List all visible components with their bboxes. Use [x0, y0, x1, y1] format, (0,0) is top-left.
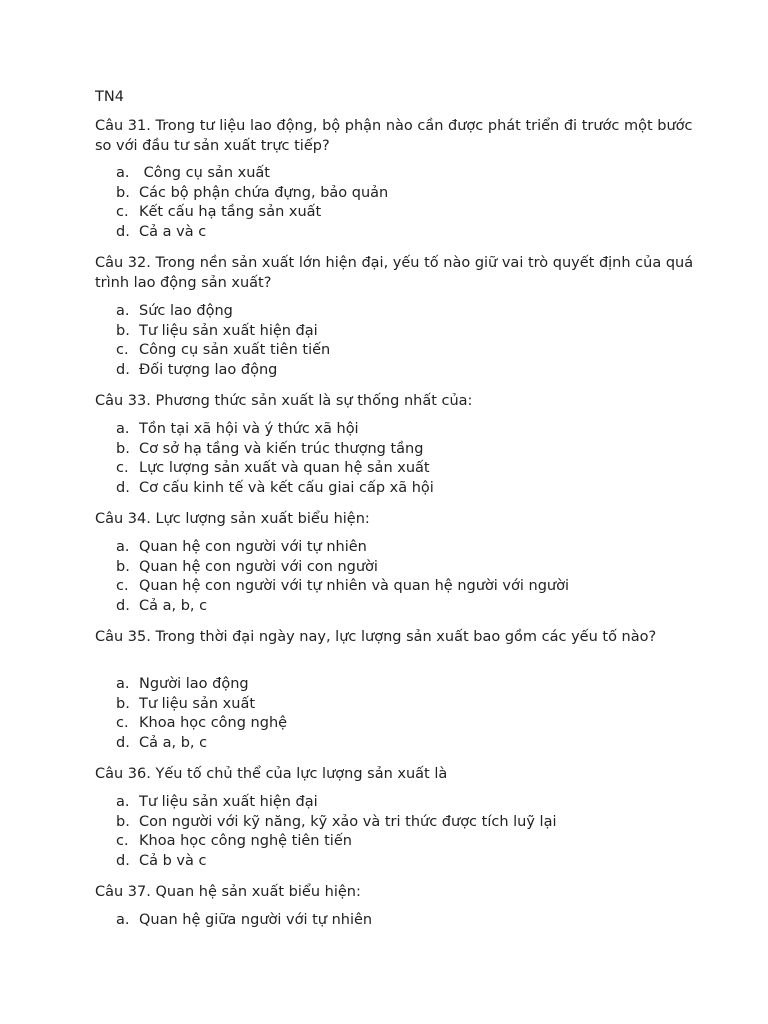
option-text: Con người với kỹ năng, kỹ xảo và tri thức được tích luỹ lại [139, 813, 557, 830]
option-letter: d. [116, 598, 130, 615]
option-text: Tư liệu sản xuất hiện đại [139, 322, 318, 339]
question-33-options [116, 420, 434, 499]
option-d [116, 361, 330, 381]
question-37 [95, 882, 695, 902]
option-c [116, 459, 434, 479]
option-letter: c. [116, 204, 129, 221]
option-text: Tư liệu sản xuất [139, 695, 256, 712]
option-text: Quan hệ giữa người với tự nhiên [139, 912, 373, 928]
question-35 [95, 627, 695, 647]
question-text: Câu 37. Quan hệ sản xuất biểu hiện: [95, 884, 361, 900]
option-text: Đối tượng lao động [139, 362, 278, 379]
option-letter: c. [116, 460, 129, 477]
option-letter: c. [116, 833, 129, 850]
option-letter: a. [116, 794, 130, 810]
question-text: Câu 31. Trong tư liệu lao động, bộ phận nào cần được phát triển đi trước một bước so với đầu tư sản xuất trực tiếp? [95, 118, 693, 154]
option-b [116, 322, 330, 342]
option-text: Cơ cấu kinh tế và kết cấu giai cấp xã hội [139, 480, 434, 497]
option-letter: d. [116, 362, 130, 379]
option-letter: b. [116, 695, 130, 712]
option-a [116, 420, 434, 440]
question-34-options [116, 538, 569, 617]
option-d [116, 479, 434, 499]
option-text: Lực lượng sản xuất và quan hệ sản xuất [139, 460, 430, 477]
question-32-options [116, 302, 330, 381]
question-32 [95, 253, 695, 293]
option-c [116, 714, 287, 734]
option-letter: d. [116, 853, 130, 870]
option-c [116, 341, 330, 361]
option-c [116, 203, 388, 223]
option-text: Cả b và c [139, 853, 207, 870]
question-31-options [116, 164, 388, 243]
question-33 [95, 391, 695, 411]
option-letter: b. [116, 558, 130, 575]
option-c [116, 577, 569, 597]
option-text: Công cụ sản xuất [139, 165, 270, 181]
option-letter: a. [116, 303, 130, 319]
option-letter: b. [116, 184, 130, 201]
question-36-options [116, 793, 556, 872]
option-letter: c. [116, 578, 129, 595]
option-b [116, 695, 287, 715]
option-a [116, 675, 287, 695]
option-a [116, 538, 569, 558]
option-a [116, 164, 388, 184]
option-text: Sức lao động [139, 303, 233, 319]
option-d [116, 223, 388, 243]
question-text: Câu 34. Lực lượng sản xuất biểu hiện: [95, 511, 370, 527]
option-text: Quan hệ con người với tự nhiên và quan hệ người với người [139, 578, 569, 595]
option-d [116, 597, 569, 617]
option-letter: a. [116, 539, 130, 555]
option-a [116, 793, 556, 813]
option-letter: b. [116, 440, 130, 457]
option-text: Công cụ sản xuất tiên tiến [139, 342, 331, 359]
option-letter: c. [116, 342, 129, 359]
option-letter: a. [116, 421, 130, 437]
question-36 [95, 764, 695, 784]
question-37-options [116, 911, 372, 931]
option-d [116, 852, 556, 872]
question-34 [95, 509, 695, 529]
option-text: Quan hệ con người với con người [139, 558, 378, 575]
document-title: TN4 [95, 89, 124, 105]
option-letter: b. [116, 813, 130, 830]
option-letter: a. [116, 676, 130, 692]
option-text: Tư liệu sản xuất hiện đại [139, 794, 318, 810]
option-letter: b. [116, 322, 130, 339]
option-b [116, 184, 388, 204]
option-b [116, 558, 569, 578]
question-31 [95, 116, 695, 156]
option-letter: a. [116, 912, 130, 928]
option-letter: d. [116, 480, 130, 497]
question-35-options [116, 675, 287, 754]
option-letter: d. [116, 224, 130, 241]
option-a [116, 911, 372, 931]
question-text: Câu 36. Yếu tố chủ thể của lực lượng sản xuất là [95, 766, 448, 782]
option-letter: c. [116, 715, 129, 732]
option-text: Cả a, b, c [139, 735, 208, 752]
question-text: Câu 35. Trong thời đại ngày nay, lực lượng sản xuất bao gồm các yếu tố nào? [95, 629, 657, 645]
option-text: Cả a, b, c [139, 598, 208, 615]
option-text: Cả a và c [139, 224, 207, 241]
option-c [116, 832, 556, 852]
option-text: Kết cấu hạ tầng sản xuất [139, 204, 322, 221]
option-a [116, 302, 330, 322]
option-b [116, 440, 434, 460]
option-letter: d. [116, 735, 130, 752]
question-text: Câu 32. Trong nền sản xuất lớn hiện đại, yếu tố nào giữ vai trò quyết định của quá trình lao động sản xuất? [95, 255, 694, 291]
option-text: Người lao động [139, 676, 249, 692]
option-text: Quan hệ con người với tự nhiên [139, 539, 367, 555]
option-d [116, 734, 287, 754]
option-text: Khoa học công nghệ tiên tiến [139, 833, 352, 850]
option-text: Cơ sở hạ tầng và kiến trúc thượng tầng [139, 440, 424, 457]
option-b [116, 813, 556, 833]
question-text: Câu 33. Phương thức sản xuất là sự thống nhất của: [95, 393, 473, 409]
option-text: Khoa học công nghệ [139, 715, 288, 732]
option-letter: a. [116, 165, 130, 181]
option-text: Tồn tại xã hội và ý thức xã hội [139, 421, 359, 437]
option-text: Các bộ phận chứa đựng, bảo quản [139, 184, 389, 201]
